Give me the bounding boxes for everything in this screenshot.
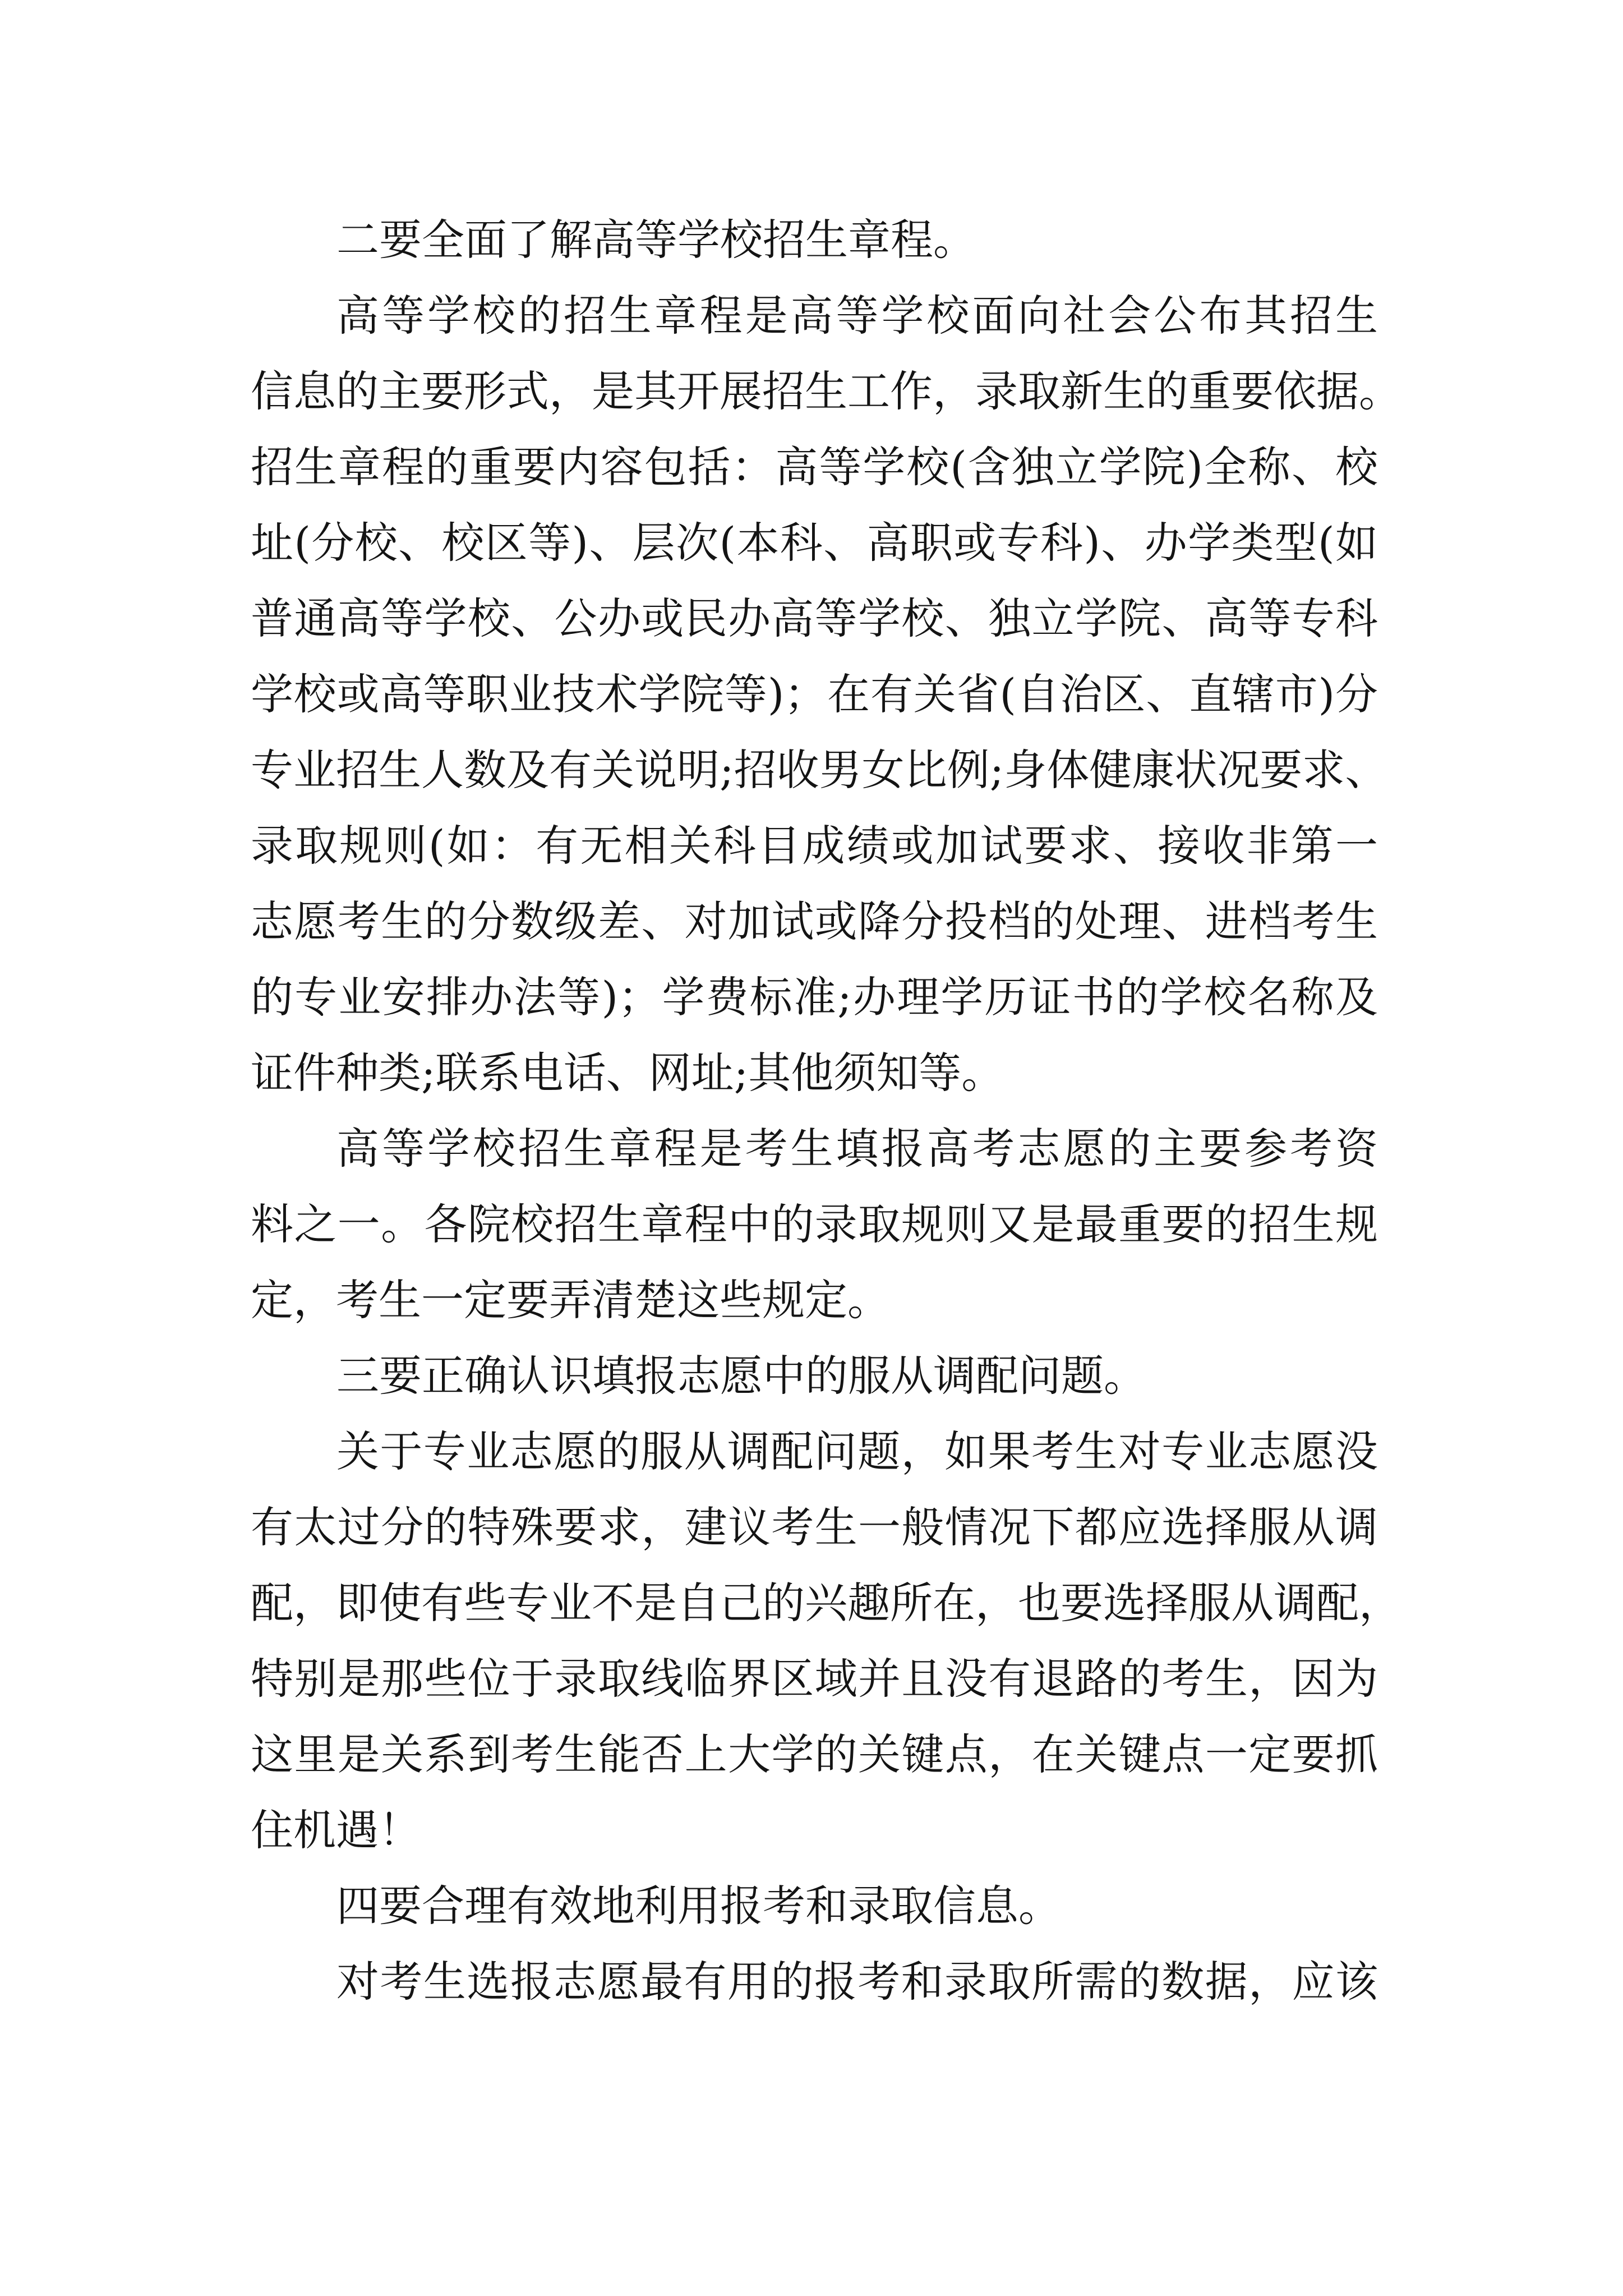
paragraph-heading-2: 二要全面了解高等学校招生章程。 [336,215,976,265]
text-line: 学校或高等职业技术学院等)；在有关省(自治区、直辖市)分 [251,669,1378,719]
text-line: 的专业安排办法等)；学费标准;办理学历证书的学校名称及 [251,972,1378,1022]
text-line: 配，即使有些专业不是自己的兴趣所在，也要选择服从调配， [251,1578,1401,1628]
text-line: 专业招生人数及有关说明;招收男女比例;身体健康状况要求、 [251,745,1388,795]
text-line: 证件种类;联系电话、网址;其他须知等。 [251,1048,1004,1098]
text-line: 关于专业志愿的服从调配问题，如果考生对专业志愿没 [336,1427,1378,1476]
text-line: 高等学校的招生章程是高等学校面向社会公布其招生 [336,291,1378,341]
text-line: 志愿考生的分数级差、对加试或降分投档的处理、进档考生 [251,896,1378,946]
text-line: 特别是那些位于录取线临界区域并且没有退路的考生，因为 [251,1654,1378,1704]
text-line: 址(分校、校区等)、层次(本科、高职或专科)、办学类型(如 [251,518,1378,568]
text-line: 对考生选报志愿最有用的报考和录取所需的数据，应该 [336,1957,1378,2007]
paragraph-heading-3: 三要正确认识填报志愿中的服从调配问题。 [336,1351,1146,1401]
paragraph-heading-4: 四要合理有效地利用报考和录取信息。 [336,1881,1061,1931]
text-line: 定，考生一定要弄清楚这些规定。 [251,1275,890,1325]
text-line: 普通高等学校、公办或民办高等学校、独立学院、高等专科 [251,593,1378,643]
text-line: 住机遇！ [251,1805,421,1855]
text-line: 录取规则(如：有无相关科目成绩或加试要求、接收非第一 [251,821,1378,871]
text-line: 有太过分的特殊要求，建议考生一般情况下都应选择服从调 [251,1502,1378,1552]
text-line: 招生章程的重要内容包括：高等学校(含独立学院)全称、校 [251,442,1378,492]
text-line: 这里是关系到考生能否上大学的关键点，在关键点一定要抓 [251,1729,1378,1779]
text-line: 高等学校招生章程是考生填报高考志愿的主要参考资 [336,1124,1378,1174]
text-line: 料之一。各院校招生章程中的录取规则又是最重要的招生规 [251,1199,1378,1249]
text-line: 信息的主要形式，是其开展招生工作，录取新生的重要依据。 [251,366,1401,416]
